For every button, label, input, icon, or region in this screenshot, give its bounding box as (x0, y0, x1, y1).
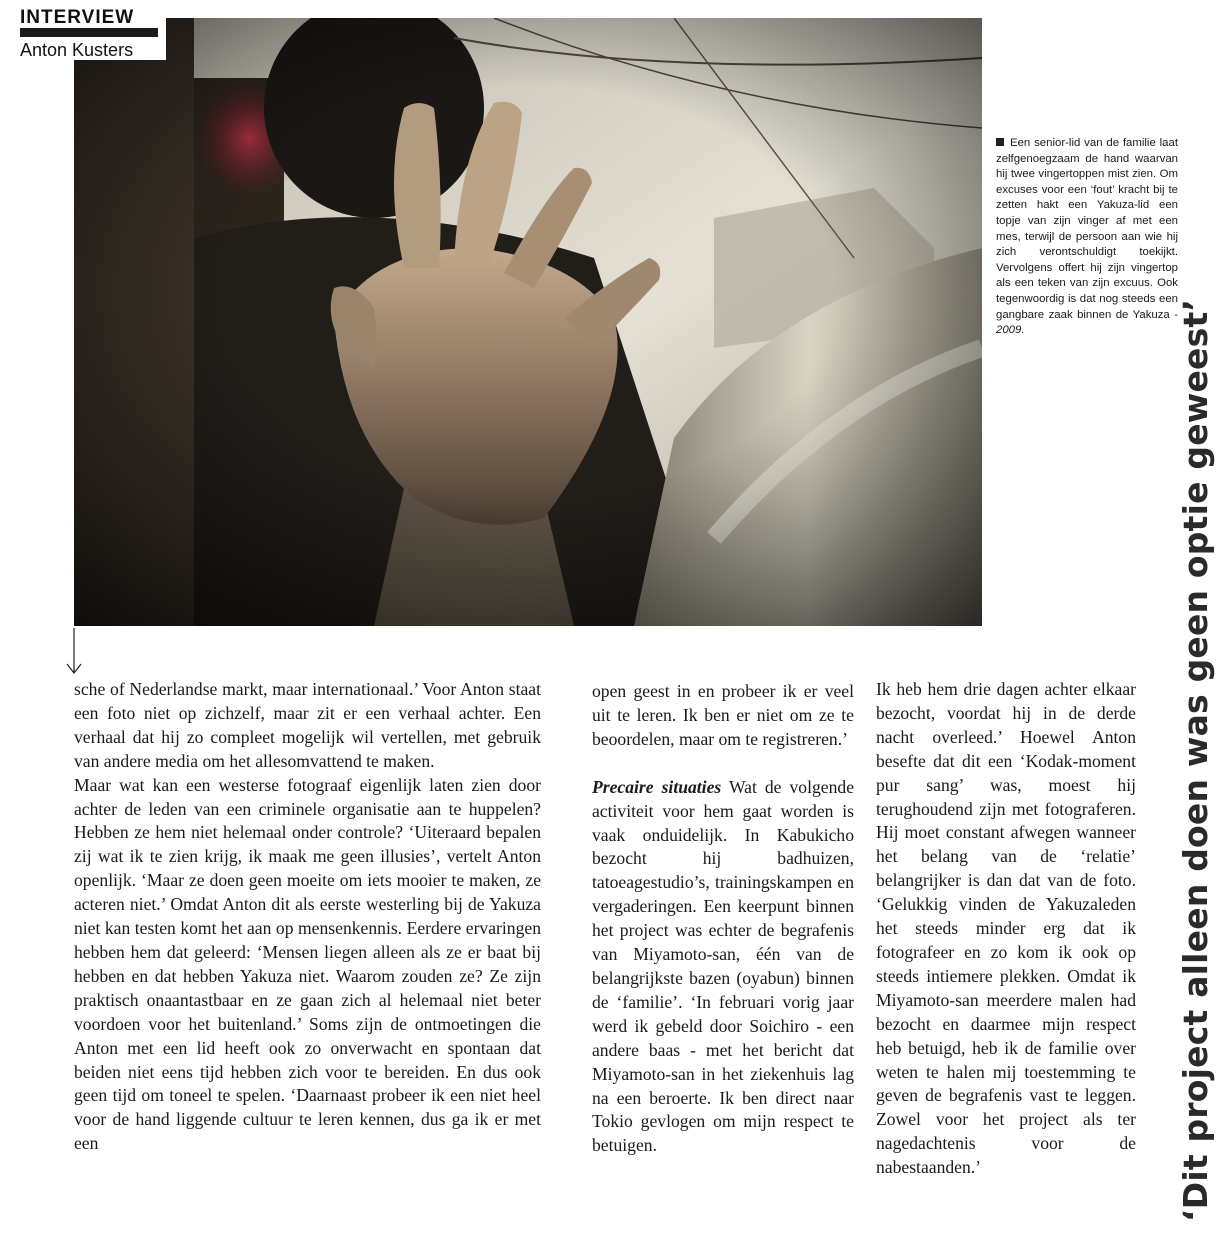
paragraph (592, 776, 854, 1159)
pull-quote: ‘Dit project alleen doen was geen optie geweest’ (1176, 298, 1215, 1222)
paragraph: open geest in en probeer ik er veel uit te leren. Ik ben er niet om ze te beoordelen, maar om te registreren.’ (592, 681, 854, 749)
caption-bullet-icon (996, 138, 1004, 146)
paragraph-text: Wat de volgende activiteit voor hem gaat worden is vaak onduidelijk. In Kabukicho bezocht hij badhuizen, tatoeagestudio’s, trainingskampen en vergaderingen. Een keerpunt binnen het project was echter de begrafenis van Miyamoto-san, één van de belangrijkste bazen (oyabun) binnen de ‘familie’. ‘In februari vorig jaar werd ik gebeld door Soichiro - een andere baas - met het bericht dat Miyamoto-san in het ziekenhuis lag na een beroerte. Ik ben direct naar Tokio gevlogen om mijn respect te betuigen. (592, 776, 854, 1156)
caption-year: 2009. (996, 324, 1025, 337)
body-column-1 (74, 678, 541, 1156)
photo-caption (996, 136, 1178, 339)
caption-text: Een senior-lid van de familie laat zelfgenoegzaam de hand waarvan hij twee vingertoppen mist zien. Om excuses voor een ‘fout’ kracht bij te zetten hakt een Yakuza-lid een topje van zijn vinger af met een mes, terwijl de persoon aan wie hij zich verontschuldigt toekijkt. Vervolgens offert hij zijn vingertop als een teken van zijn excuus. Ook tegenwoordig is dat nog steeds een gangbare zaak binnen de Yakuza - (996, 137, 1178, 321)
down-arrow-icon (64, 628, 84, 676)
paragraph: sche of Nederlandse markt, maar internationaal.’ Voor Anton staat een foto niet op zichzelf, maar zit er een verhaal achter. Een verhaal dat hij zo compleet mogelijk wil vertellen, met gebruik van andere media om het allesomvattend te maken. (74, 679, 541, 771)
paragraph: Ik heb hem drie dagen achter elkaar bezocht, voordat hij in de derde nacht overleed.’ Hoewel Anton besefte dat dit een ‘Kodak-moment pur sang’ was, moest hij terughoudend zijn met fotograferen. Hij moet constant afwegen wanneer het belang van de ‘relatie’ belangrijker is dan dat van de foto. ‘Gelukkig vinden de Yakuzaleden het steeds minder erg dat ik fotografeer en zo kom ik ook op steeds intiemere plekken. Omdat ik Miyamoto-san meerdere malen had bezocht en daarmee mijn respect heb betuigd, heb ik de familie over weten te halen mij toestemming te geven de begrafenis vast te leggen. Zowel voor het project als ter nagedachtenis voor de nabestaanden.’ (876, 679, 1136, 1178)
body-column-2 (592, 680, 854, 1158)
body-column-3 (876, 678, 1136, 1180)
section-underline-bar (20, 28, 158, 37)
section-header (20, 6, 166, 60)
hand-photo (74, 18, 982, 626)
subheading: Precaire situaties (592, 776, 722, 797)
interviewee-name: Anton Kusters (20, 40, 134, 60)
paragraph: Maar wat kan een westerse fotograaf eigenlijk laten zien door achter de leden van een criminele organisatie aan te huppelen? Hebben ze hem niet helemaal onder controle? ‘Uiteraard bepalen zij wat ik te zien krijg, ik maak me geen illusies’, vertelt Anton openlijk. ‘Maar ze doen geen moeite om iets mooier te maken, ze acteren niet.’ Omdat Anton dit als eerste westerling bij de Yakuza niet kan testen komt het aan op mensenkennis. Eerdere ervaringen hebben hem dat geleerd: ‘Mensen liegen alleen als ze er baat bij hebben en dat hebben Yakuza niet. Waarom zouden ze? Ze zijn praktisch onaantastbaar en ze gaan zich al helemaal niet beter voordoen voor het buitenland.’ Soms zijn de ontmoetingen die Anton met een lid heeft ook zo onverwacht en spontaan dat beiden niet eens tijd hebben zich voor te bereiden. En dus ook geen tijd om toneel te spelen. ‘Daarnaast probeer ik een niet heel voor de hand liggende cultuur te leren kennen, dus ga ik er met een (74, 774, 541, 1154)
paragraph-gap (592, 752, 854, 776)
section-label: INTERVIEW (20, 7, 135, 28)
